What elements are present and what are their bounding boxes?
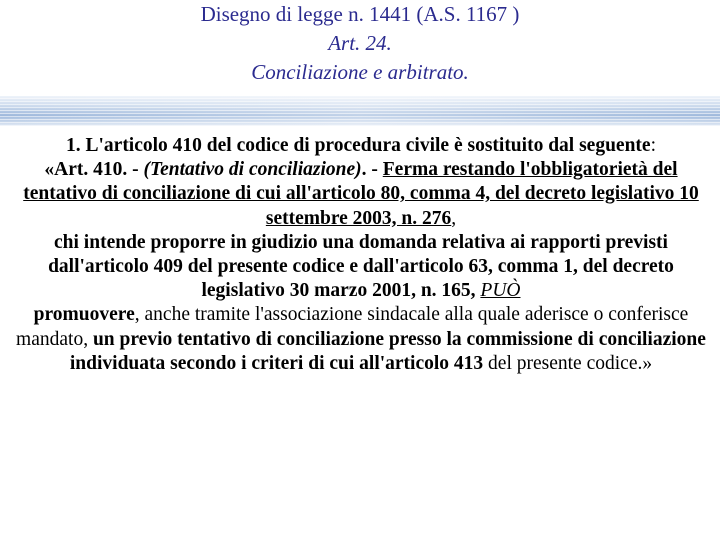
- paragraph-promote: [14, 303, 708, 376]
- article-heading: Conciliazione e arbitrato.: [251, 60, 469, 84]
- claimant-text: chi intende proporre in giudizio una domanda relativa ai rapporti previsti dall'articolo 409 del presente codice e dall'articolo 63, comma 1, del decreto legislativo 30 marzo 2001, n. 165,: [48, 231, 674, 302]
- header-divider-band: [0, 96, 720, 126]
- intro-colon: :: [650, 135, 656, 156]
- promote-ending: del presente codice.»: [483, 352, 653, 374]
- article-410-title: (Tentativo di conciliazione): [143, 159, 362, 181]
- paragraph-claimant: [14, 231, 708, 304]
- paragraph-intro: [14, 134, 708, 158]
- intro-text: 1. L'articolo 410 del codice di procedura civile è sostituito dal seguente: [65, 135, 651, 156]
- promote-middle: , anche tramite l'associazione sindacale alla quale aderisce o conferisce mandato,: [16, 304, 689, 350]
- slide-header: [0, 0, 720, 100]
- bill-title: Disegno di legge n. 1441 (A.S. 1167 ): [200, 2, 520, 26]
- article-410-reference: Ferma restando l'obbligatorietà del tentativo di conciliazione di cui all'articolo 80, comma 4, del decreto legislativo 10 settembre 2003, n. 276: [23, 159, 699, 229]
- article-410-label: «Art. 410. -: [44, 159, 144, 181]
- puo-emphasis: PUÒ: [480, 280, 521, 302]
- promote-verb: promuovere: [33, 304, 135, 326]
- band-highlight: [0, 96, 720, 126]
- article-number: Art. 24.: [328, 31, 392, 55]
- paragraph-article-410: [14, 158, 708, 231]
- article-410-comma: ,: [451, 207, 457, 229]
- article-410-separator: . -: [361, 159, 383, 181]
- promote-conciliation: un previo tentativo di conciliazione presso la commissione di conciliazione individuata secondo i criteri di cui all'articolo 413: [69, 328, 706, 374]
- slide-body: [14, 134, 708, 376]
